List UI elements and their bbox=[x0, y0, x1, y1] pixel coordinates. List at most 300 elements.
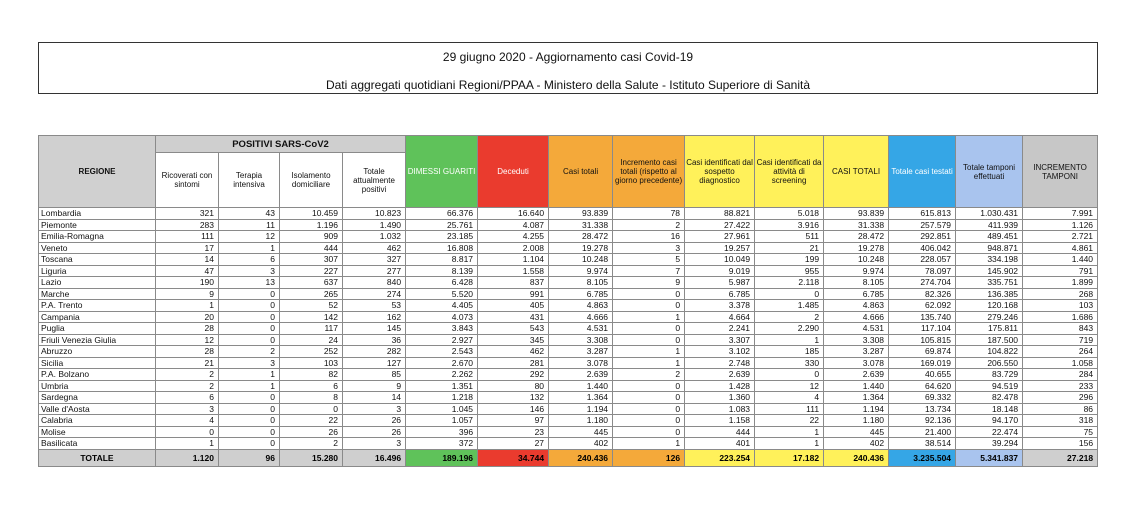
table-cell: 233 bbox=[1023, 380, 1098, 392]
table-cell: 1.180 bbox=[824, 415, 889, 427]
table-cell: 4.863 bbox=[824, 300, 889, 312]
table-cell: 1.194 bbox=[824, 403, 889, 415]
table-cell: 264 bbox=[1023, 346, 1098, 358]
table-row bbox=[39, 208, 1098, 220]
table-cell: 10.823 bbox=[343, 208, 406, 220]
table-cell: 1.558 bbox=[478, 265, 549, 277]
table-cell: 39.294 bbox=[956, 438, 1023, 450]
group-header-positivi: POSITIVI SARS-CoV2 bbox=[156, 136, 406, 153]
table-cell: 12 bbox=[156, 334, 219, 346]
table-cell: 6 bbox=[219, 254, 280, 266]
table-cell: 142 bbox=[280, 311, 343, 323]
table-cell: 637 bbox=[280, 277, 343, 289]
table-cell: 10.049 bbox=[685, 254, 755, 266]
table-cell: 2 bbox=[755, 311, 824, 323]
table-cell: 4 bbox=[156, 415, 219, 427]
table-row bbox=[39, 392, 1098, 404]
table-cell: 8.105 bbox=[549, 277, 613, 289]
table-cell: 20 bbox=[156, 311, 219, 323]
table-cell: 4.666 bbox=[824, 311, 889, 323]
table-cell: 445 bbox=[824, 426, 889, 438]
table-cell: 0 bbox=[755, 288, 824, 300]
table-cell: 1.351 bbox=[406, 380, 478, 392]
table-cell: 10.248 bbox=[549, 254, 613, 266]
table-cell: 22 bbox=[280, 415, 343, 427]
table-cell: 9.019 bbox=[685, 265, 755, 277]
total-cell: 27.218 bbox=[1023, 449, 1098, 466]
table-row bbox=[39, 403, 1098, 415]
col-header-isolamento: Isolamento domiciliare bbox=[280, 153, 343, 208]
table-cell: 190 bbox=[156, 277, 219, 289]
table-cell: 105.815 bbox=[889, 334, 956, 346]
region-name: Sardegna bbox=[39, 392, 156, 404]
table-cell: 26 bbox=[343, 415, 406, 427]
table-cell: 94.519 bbox=[956, 380, 1023, 392]
table-cell: 9 bbox=[343, 380, 406, 392]
table-cell: 0 bbox=[219, 415, 280, 427]
table-cell: 1 bbox=[755, 426, 824, 438]
table-cell: 2.241 bbox=[685, 323, 755, 335]
table-cell: 0 bbox=[613, 323, 685, 335]
table-cell: 6.785 bbox=[685, 288, 755, 300]
table-cell: 103 bbox=[280, 357, 343, 369]
table-cell: 7 bbox=[613, 265, 685, 277]
table-cell: 265 bbox=[280, 288, 343, 300]
table-cell: 406.042 bbox=[889, 242, 956, 254]
table-cell: 4.666 bbox=[549, 311, 613, 323]
region-name: Valle d'Aosta bbox=[39, 403, 156, 415]
region-name: Toscana bbox=[39, 254, 156, 266]
table-cell: 402 bbox=[549, 438, 613, 450]
table-cell: 840 bbox=[343, 277, 406, 289]
table-row bbox=[39, 300, 1098, 312]
table-cell: 43 bbox=[219, 208, 280, 220]
region-name: P.A. Trento bbox=[39, 300, 156, 312]
table-cell: 719 bbox=[1023, 334, 1098, 346]
table-cell: 26 bbox=[280, 426, 343, 438]
table-cell: 4.861 bbox=[1023, 242, 1098, 254]
region-name: Basilicata bbox=[39, 438, 156, 450]
table-cell: 53 bbox=[343, 300, 406, 312]
table-cell: 4.405 bbox=[406, 300, 478, 312]
table-cell: 8.139 bbox=[406, 265, 478, 277]
table-cell: 279.246 bbox=[956, 311, 1023, 323]
table-cell: 85 bbox=[343, 369, 406, 381]
table-cell: 1 bbox=[219, 369, 280, 381]
region-name: Piemonte bbox=[39, 219, 156, 231]
table-cell: 402 bbox=[824, 438, 889, 450]
table-cell: 9.974 bbox=[549, 265, 613, 277]
region-name: P.A. Bolzano bbox=[39, 369, 156, 381]
table-cell: 791 bbox=[1023, 265, 1098, 277]
table-cell: 1.360 bbox=[685, 392, 755, 404]
table-cell: 24 bbox=[280, 334, 343, 346]
table-cell: 117 bbox=[280, 323, 343, 335]
table-cell: 1.440 bbox=[1023, 254, 1098, 266]
table-cell: 227 bbox=[280, 265, 343, 277]
table-cell: 1 bbox=[219, 380, 280, 392]
table-cell: 2.008 bbox=[478, 242, 549, 254]
total-cell: 34.744 bbox=[478, 449, 549, 466]
table-cell: 62.092 bbox=[889, 300, 956, 312]
table-cell: 0 bbox=[219, 392, 280, 404]
table-row bbox=[39, 288, 1098, 300]
table-body bbox=[39, 208, 1098, 450]
table-cell: 52 bbox=[280, 300, 343, 312]
table-cell: 9 bbox=[613, 277, 685, 289]
table-cell: 274.704 bbox=[889, 277, 956, 289]
table-cell: 93.839 bbox=[549, 208, 613, 220]
total-cell: 223.254 bbox=[685, 449, 755, 466]
region-name: Veneto bbox=[39, 242, 156, 254]
col-header-incremento-casi: Incremento casi totali (rispetto al giorno precedente) bbox=[613, 136, 685, 208]
table-cell: 1.686 bbox=[1023, 311, 1098, 323]
table-cell: 489.451 bbox=[956, 231, 1023, 243]
region-name: Liguria bbox=[39, 265, 156, 277]
col-header-ricoverati: Ricoverati con sintomi bbox=[156, 153, 219, 208]
table-cell: 8.105 bbox=[824, 277, 889, 289]
table-cell: 1.158 bbox=[685, 415, 755, 427]
table-cell: 16.808 bbox=[406, 242, 478, 254]
table-cell: 2.543 bbox=[406, 346, 478, 358]
table-cell: 3.102 bbox=[685, 346, 755, 358]
table-cell: 2 bbox=[156, 369, 219, 381]
table-cell: 4.255 bbox=[478, 231, 549, 243]
table-cell: 296 bbox=[1023, 392, 1098, 404]
col-header-regione: REGIONE bbox=[39, 136, 156, 208]
table-cell: 7.991 bbox=[1023, 208, 1098, 220]
table-cell: 1.058 bbox=[1023, 357, 1098, 369]
region-name: Marche bbox=[39, 288, 156, 300]
table-cell: 1.196 bbox=[280, 219, 343, 231]
table-cell: 2.262 bbox=[406, 369, 478, 381]
table-cell: 175.811 bbox=[956, 323, 1023, 335]
total-cell: 126 bbox=[613, 449, 685, 466]
table-cell: 3 bbox=[343, 403, 406, 415]
table-cell: 47 bbox=[156, 265, 219, 277]
col-header-terapia-intensiva: Terapia intensiva bbox=[219, 153, 280, 208]
table-cell: 0 bbox=[613, 334, 685, 346]
table-cell: 330 bbox=[755, 357, 824, 369]
table-cell: 93.839 bbox=[824, 208, 889, 220]
table-cell: 4.531 bbox=[824, 323, 889, 335]
table-cell: 1 bbox=[156, 438, 219, 450]
table-cell: 3.308 bbox=[824, 334, 889, 346]
table-cell: 145 bbox=[343, 323, 406, 335]
table-cell: 401 bbox=[685, 438, 755, 450]
table-cell: 3.287 bbox=[824, 346, 889, 358]
region-name: Abruzzo bbox=[39, 346, 156, 358]
table-cell: 104.822 bbox=[956, 346, 1023, 358]
table-cell: 40.655 bbox=[889, 369, 956, 381]
table-cell: 36 bbox=[343, 334, 406, 346]
table-cell: 136.385 bbox=[956, 288, 1023, 300]
total-cell: 17.182 bbox=[755, 449, 824, 466]
table-cell: 3.078 bbox=[549, 357, 613, 369]
table-cell: 1.045 bbox=[406, 403, 478, 415]
table-cell: 1.104 bbox=[478, 254, 549, 266]
table-row bbox=[39, 311, 1098, 323]
region-name: Lombardia bbox=[39, 208, 156, 220]
table-cell: 111 bbox=[156, 231, 219, 243]
table-cell: 3.308 bbox=[549, 334, 613, 346]
table-cell: 1 bbox=[613, 346, 685, 358]
table-cell: 9.974 bbox=[824, 265, 889, 277]
table-cell: 3.078 bbox=[824, 357, 889, 369]
table-cell: 5 bbox=[613, 254, 685, 266]
table-row bbox=[39, 346, 1098, 358]
table-cell: 991 bbox=[478, 288, 549, 300]
table-cell: 187.500 bbox=[956, 334, 1023, 346]
table-cell: 0 bbox=[280, 403, 343, 415]
table-cell: 6.428 bbox=[406, 277, 478, 289]
table-cell: 6.785 bbox=[824, 288, 889, 300]
table-cell: 0 bbox=[219, 426, 280, 438]
table-cell: 948.871 bbox=[956, 242, 1023, 254]
table-cell: 0 bbox=[613, 300, 685, 312]
table-cell: 1.180 bbox=[549, 415, 613, 427]
total-cell: 240.436 bbox=[549, 449, 613, 466]
table-cell: 19.278 bbox=[549, 242, 613, 254]
table-cell: 10.248 bbox=[824, 254, 889, 266]
table-cell: 2.118 bbox=[755, 277, 824, 289]
table-cell: 146 bbox=[478, 403, 549, 415]
table-cell: 345 bbox=[478, 334, 549, 346]
table-cell: 0 bbox=[613, 392, 685, 404]
table-cell: 21 bbox=[755, 242, 824, 254]
table-cell: 0 bbox=[219, 323, 280, 335]
table-cell: 13.734 bbox=[889, 403, 956, 415]
table-cell: 4 bbox=[755, 392, 824, 404]
total-cell: 3.235.504 bbox=[889, 449, 956, 466]
table-cell: 97 bbox=[478, 415, 549, 427]
table-cell: 3 bbox=[343, 438, 406, 450]
table-cell: 23 bbox=[478, 426, 549, 438]
table-cell: 1.490 bbox=[343, 219, 406, 231]
table-cell: 0 bbox=[613, 426, 685, 438]
table-cell: 6.785 bbox=[549, 288, 613, 300]
table-cell: 1.083 bbox=[685, 403, 755, 415]
table-cell: 25.761 bbox=[406, 219, 478, 231]
table-cell: 185 bbox=[755, 346, 824, 358]
table-cell: 1.440 bbox=[824, 380, 889, 392]
table-cell: 2 bbox=[613, 369, 685, 381]
table-cell: 64.620 bbox=[889, 380, 956, 392]
table-cell: 1.057 bbox=[406, 415, 478, 427]
region-name: Friuli Venezia Giulia bbox=[39, 334, 156, 346]
table-cell: 2 bbox=[280, 438, 343, 450]
table-cell: 199 bbox=[755, 254, 824, 266]
table-cell: 4.863 bbox=[549, 300, 613, 312]
table-row bbox=[39, 426, 1098, 438]
table-cell: 3.307 bbox=[685, 334, 755, 346]
table-cell: 103 bbox=[1023, 300, 1098, 312]
table-cell: 18.148 bbox=[956, 403, 1023, 415]
table-cell: 19.278 bbox=[824, 242, 889, 254]
table-cell: 281 bbox=[478, 357, 549, 369]
table-cell: 307 bbox=[280, 254, 343, 266]
table-cell: 3.287 bbox=[549, 346, 613, 358]
table-cell: 12 bbox=[755, 380, 824, 392]
region-name: Emilia-Romagna bbox=[39, 231, 156, 243]
table-cell: 1.194 bbox=[549, 403, 613, 415]
table-cell: 28 bbox=[156, 346, 219, 358]
table-row bbox=[39, 415, 1098, 427]
table-cell: 78.097 bbox=[889, 265, 956, 277]
table-cell: 5.018 bbox=[755, 208, 824, 220]
table-cell: 135.740 bbox=[889, 311, 956, 323]
table-cell: 127 bbox=[343, 357, 406, 369]
table-cell: 0 bbox=[219, 311, 280, 323]
table-cell: 75 bbox=[1023, 426, 1098, 438]
table-cell: 1 bbox=[156, 300, 219, 312]
table-cell: 955 bbox=[755, 265, 824, 277]
table-cell: 22.474 bbox=[956, 426, 1023, 438]
total-cell: 96 bbox=[219, 449, 280, 466]
table-cell: 14 bbox=[343, 392, 406, 404]
table-cell: 132 bbox=[478, 392, 549, 404]
table-cell: 169.019 bbox=[889, 357, 956, 369]
table-cell: 283 bbox=[156, 219, 219, 231]
table-cell: 274 bbox=[343, 288, 406, 300]
table-cell: 69.332 bbox=[889, 392, 956, 404]
table-cell: 2 bbox=[219, 346, 280, 358]
total-cell: 240.436 bbox=[824, 449, 889, 466]
table-cell: 1.126 bbox=[1023, 219, 1098, 231]
totals-row bbox=[39, 449, 1098, 466]
table-row bbox=[39, 231, 1098, 243]
table-cell: 111 bbox=[755, 403, 824, 415]
table-cell: 94.170 bbox=[956, 415, 1023, 427]
table-cell: 2.721 bbox=[1023, 231, 1098, 243]
table-cell: 16 bbox=[613, 231, 685, 243]
table-cell: 327 bbox=[343, 254, 406, 266]
table-cell: 8 bbox=[280, 392, 343, 404]
table-cell: 1 bbox=[219, 242, 280, 254]
table-cell: 1.485 bbox=[755, 300, 824, 312]
table-cell: 252 bbox=[280, 346, 343, 358]
table-cell: 3 bbox=[219, 357, 280, 369]
table-cell: 0 bbox=[613, 415, 685, 427]
table-cell: 511 bbox=[755, 231, 824, 243]
table-row bbox=[39, 242, 1098, 254]
table-cell: 27 bbox=[478, 438, 549, 450]
table-cell: 2.927 bbox=[406, 334, 478, 346]
total-cell: 189.196 bbox=[406, 449, 478, 466]
table-cell: 6 bbox=[156, 392, 219, 404]
table-cell: 1.899 bbox=[1023, 277, 1098, 289]
table-cell: 1.032 bbox=[343, 231, 406, 243]
region-name: Campania bbox=[39, 311, 156, 323]
table-row bbox=[39, 438, 1098, 450]
table-cell: 843 bbox=[1023, 323, 1098, 335]
table-cell: 31.338 bbox=[549, 219, 613, 231]
table-cell: 120.168 bbox=[956, 300, 1023, 312]
total-cell: 15.280 bbox=[280, 449, 343, 466]
table-cell: 462 bbox=[343, 242, 406, 254]
table-cell: 5.520 bbox=[406, 288, 478, 300]
table-row bbox=[39, 334, 1098, 346]
table-cell: 615.813 bbox=[889, 208, 956, 220]
table-cell: 444 bbox=[685, 426, 755, 438]
table-row bbox=[39, 265, 1098, 277]
table-cell: 31.338 bbox=[824, 219, 889, 231]
table-cell: 282 bbox=[343, 346, 406, 358]
table-cell: 9 bbox=[156, 288, 219, 300]
table-cell: 292.851 bbox=[889, 231, 956, 243]
table-cell: 22 bbox=[755, 415, 824, 427]
table-cell: 206.550 bbox=[956, 357, 1023, 369]
table-row bbox=[39, 277, 1098, 289]
table-cell: 318 bbox=[1023, 415, 1098, 427]
region-name: Lazio bbox=[39, 277, 156, 289]
table-cell: 66.376 bbox=[406, 208, 478, 220]
region-name: Sicilia bbox=[39, 357, 156, 369]
table-cell: 26 bbox=[343, 426, 406, 438]
table-cell: 82.478 bbox=[956, 392, 1023, 404]
table-cell: 0 bbox=[613, 380, 685, 392]
table-cell: 80 bbox=[478, 380, 549, 392]
table-row bbox=[39, 369, 1098, 381]
table-cell: 277 bbox=[343, 265, 406, 277]
table-cell: 1.364 bbox=[549, 392, 613, 404]
table-cell: 10.459 bbox=[280, 208, 343, 220]
table-row bbox=[39, 254, 1098, 266]
table-cell: 78 bbox=[613, 208, 685, 220]
table-cell: 0 bbox=[219, 288, 280, 300]
col-header-casi-testati: Totale casi testati bbox=[889, 136, 956, 208]
table-cell: 405 bbox=[478, 300, 549, 312]
table-cell: 396 bbox=[406, 426, 478, 438]
table-cell: 156 bbox=[1023, 438, 1098, 450]
table-cell: 92.136 bbox=[889, 415, 956, 427]
table-cell: 292 bbox=[478, 369, 549, 381]
table-cell: 1.440 bbox=[549, 380, 613, 392]
table-row bbox=[39, 323, 1098, 335]
table-cell: 2.639 bbox=[685, 369, 755, 381]
table-cell: 1 bbox=[755, 334, 824, 346]
table-cell: 3.378 bbox=[685, 300, 755, 312]
table-cell: 909 bbox=[280, 231, 343, 243]
table-cell: 321 bbox=[156, 208, 219, 220]
col-header-tamponi: Totale tamponi effettuati bbox=[956, 136, 1023, 208]
table-cell: 17 bbox=[156, 242, 219, 254]
table-cell: 21.400 bbox=[889, 426, 956, 438]
table-cell: 27.422 bbox=[685, 219, 755, 231]
table-cell: 1.364 bbox=[824, 392, 889, 404]
report-subtitle: Dati aggregati quotidiani Regioni/PPAA - Ministero della Salute - Istituto Superiore di Sanità bbox=[325, 78, 811, 92]
table-cell: 5.987 bbox=[685, 277, 755, 289]
table-cell: 0 bbox=[156, 426, 219, 438]
table-cell: 2.748 bbox=[685, 357, 755, 369]
table-cell: 1 bbox=[613, 311, 685, 323]
covid-data-table bbox=[38, 135, 1098, 467]
table-cell: 543 bbox=[478, 323, 549, 335]
total-cell: 1.120 bbox=[156, 449, 219, 466]
table-row bbox=[39, 357, 1098, 369]
table-cell: 21 bbox=[156, 357, 219, 369]
table-cell: 1 bbox=[755, 438, 824, 450]
col-header-dimessi-guariti: DIMESSI GUARITI bbox=[406, 136, 478, 208]
table-cell: 27.961 bbox=[685, 231, 755, 243]
col-header-deceduti: Deceduti bbox=[478, 136, 549, 208]
table-cell: 28.472 bbox=[549, 231, 613, 243]
region-name: Umbria bbox=[39, 380, 156, 392]
table-cell: 2.639 bbox=[549, 369, 613, 381]
region-name: Puglia bbox=[39, 323, 156, 335]
table-cell: 445 bbox=[549, 426, 613, 438]
col-header-casi-totali: Casi totali bbox=[549, 136, 613, 208]
